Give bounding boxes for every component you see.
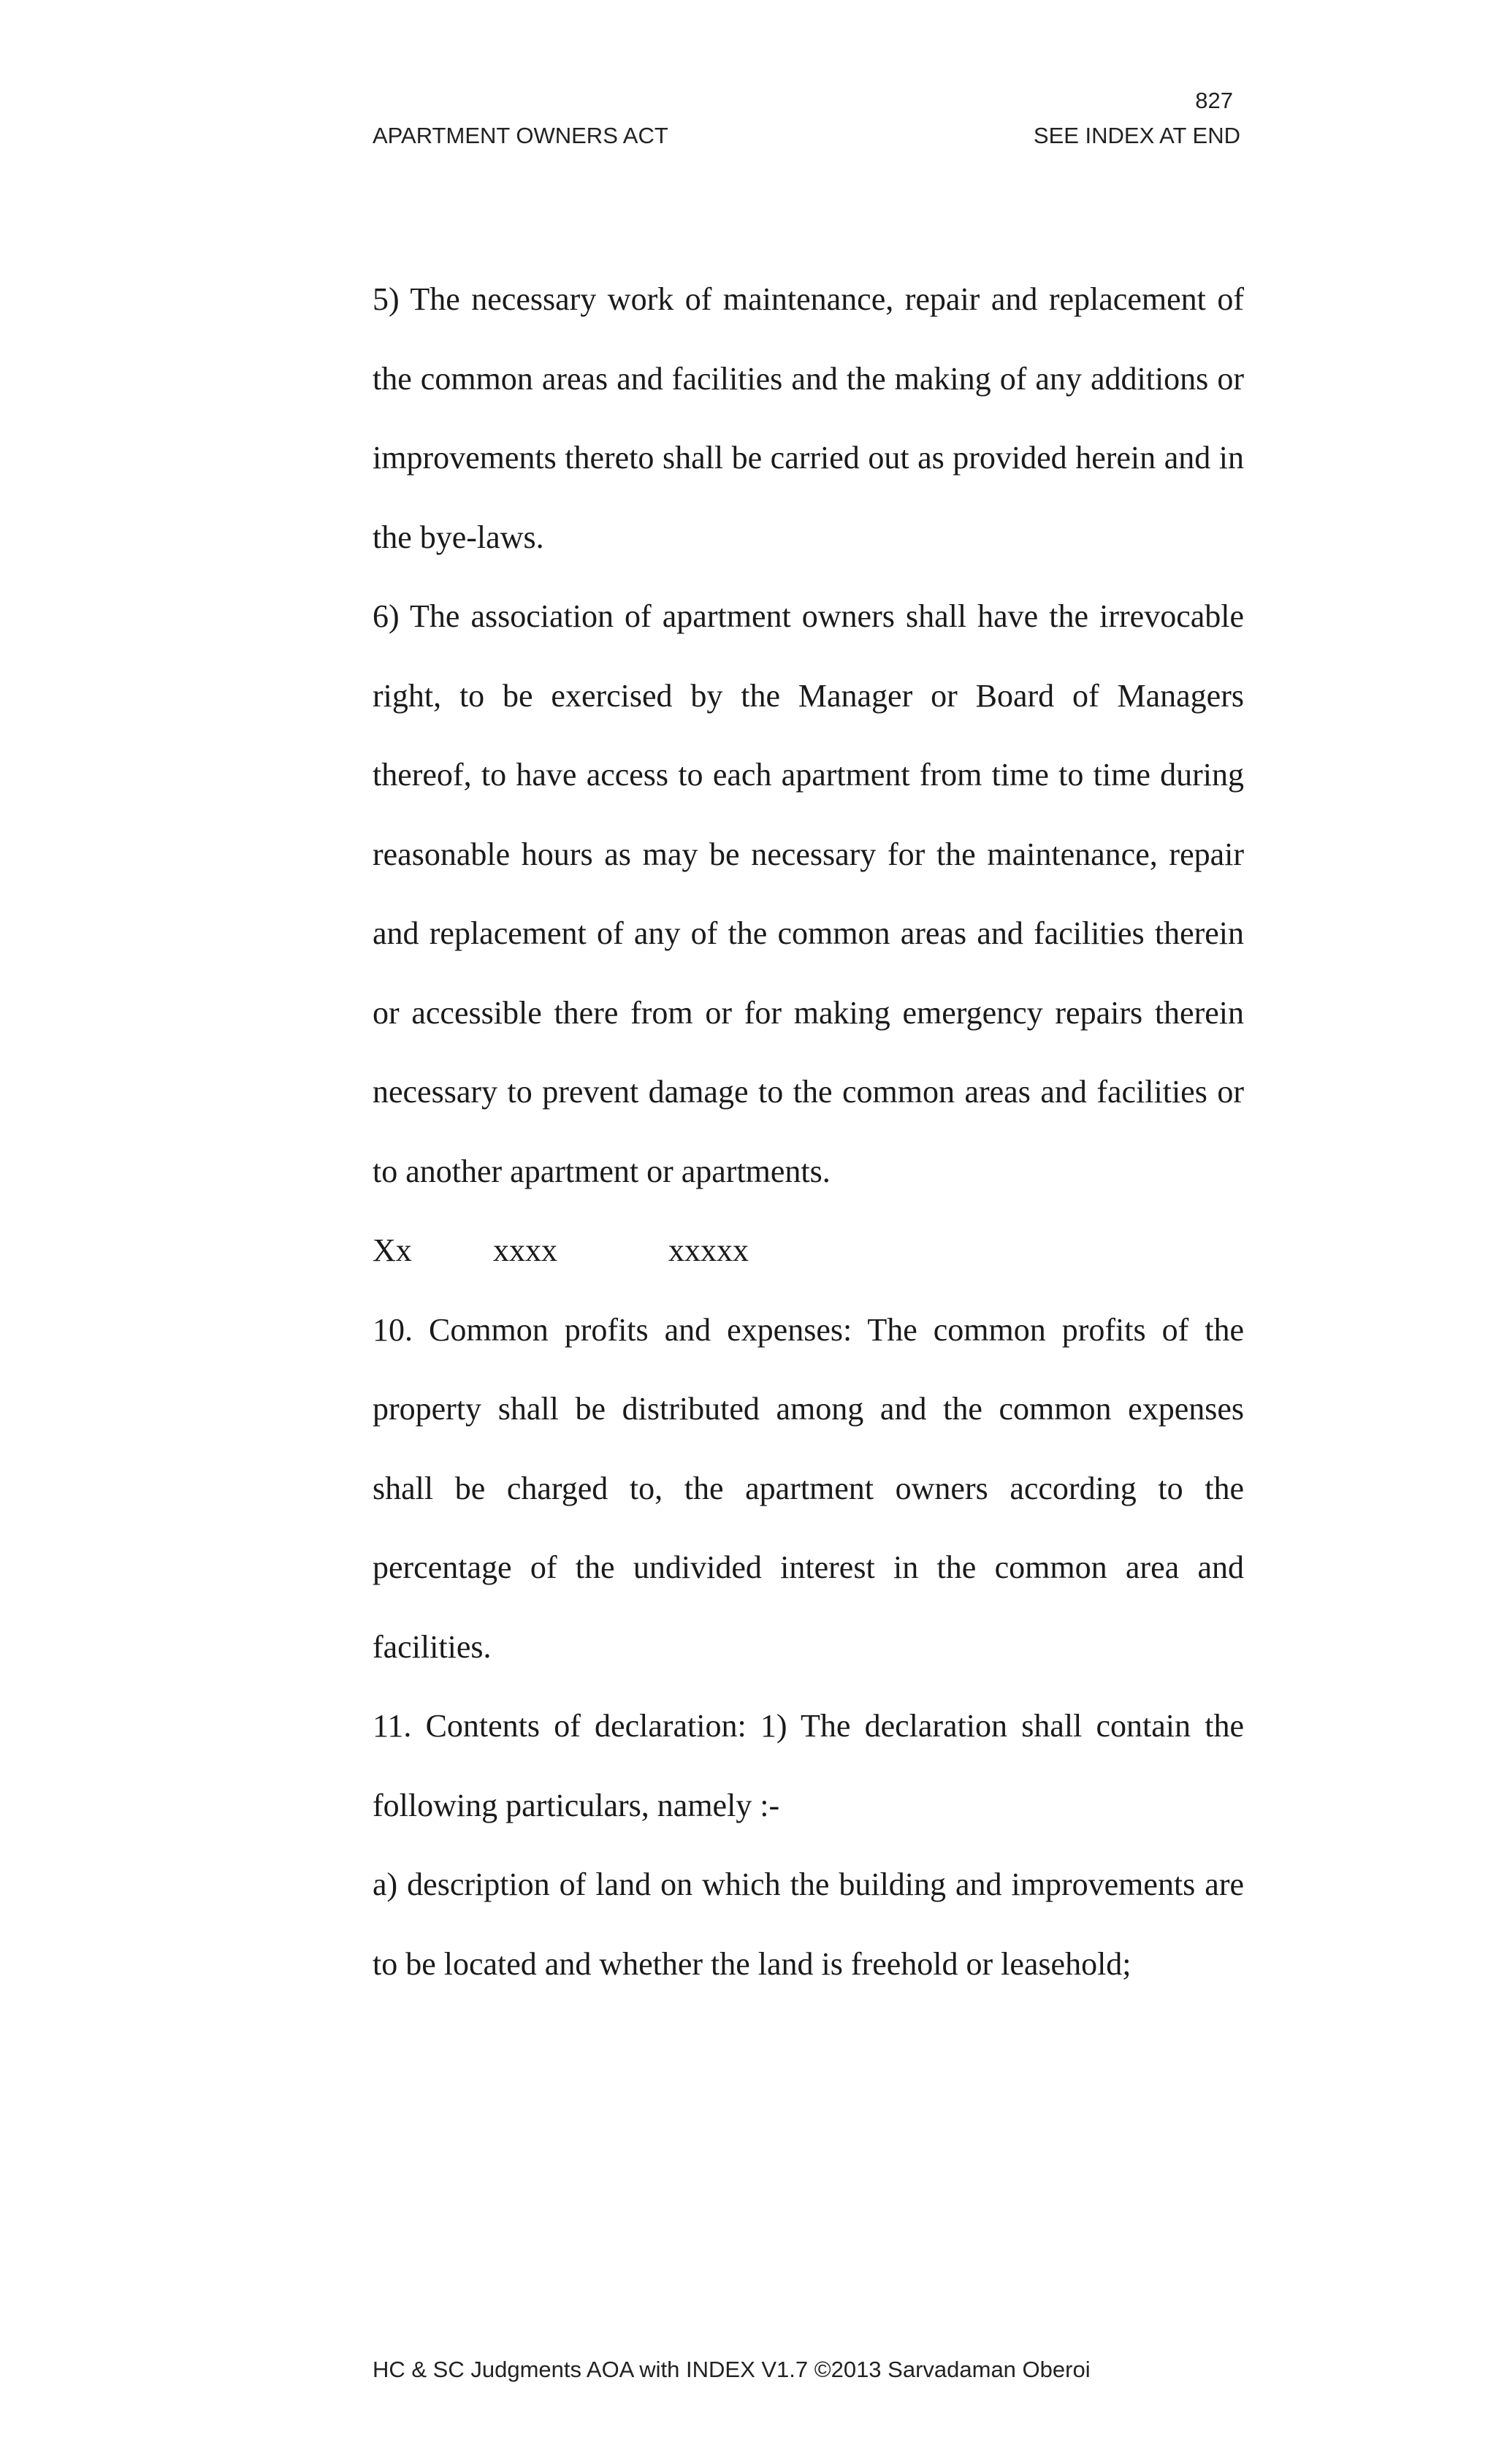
omission-marker bbox=[373, 1211, 1244, 1291]
paragraph-5: 5) The necessary work of maintenance, repair and replacement of the common areas and facilities and the making of any additions or improvements thereto shall be carried out as provided herein and in the bye-laws. bbox=[373, 281, 1244, 555]
running-header-title: APARTMENT OWNERS ACT bbox=[373, 123, 668, 148]
omission-part: Xx bbox=[373, 1232, 412, 1268]
section-10: 10. Common profits and expenses: The common profits of the property shall be distributed among and the common expenses shall be charged to, the apartment owners according to the percentage of the undivided interest in the common area and facilities. bbox=[373, 1311, 1244, 1665]
section-11: 11. Contents of declaration: 1) The declaration shall contain the following particulars, namely :- bbox=[373, 1708, 1244, 1823]
paragraph-6: 6) The association of apartment owners shall have the irrevocable right, to be exercised by the Manager or Board of Managers thereof, to have access to each apartment from time to time during reasonable hours as may be necessary for the maintenance, repair and replacement of any of the common areas and facilities therein or accessible there from or for making emergency repairs therein necessary to prevent damage to the common areas and facilities or to another apartment or apartments. bbox=[373, 598, 1244, 1189]
running-header-index-note: SEE INDEX AT END bbox=[1033, 123, 1240, 148]
omission-part: xxxx bbox=[493, 1232, 557, 1268]
page-footer: HC & SC Judgments AOA with INDEX V1.7 ©2013 Sarvadaman Oberoi bbox=[373, 2357, 1091, 2382]
section-11-clause-a: a) description of land on which the building and improvements are to be located and whether the land is freehold or leasehold; bbox=[373, 1866, 1244, 1982]
omission-part: xxxxx bbox=[668, 1232, 749, 1268]
page-number: 827 bbox=[1195, 88, 1233, 113]
document-body bbox=[373, 260, 1244, 2004]
